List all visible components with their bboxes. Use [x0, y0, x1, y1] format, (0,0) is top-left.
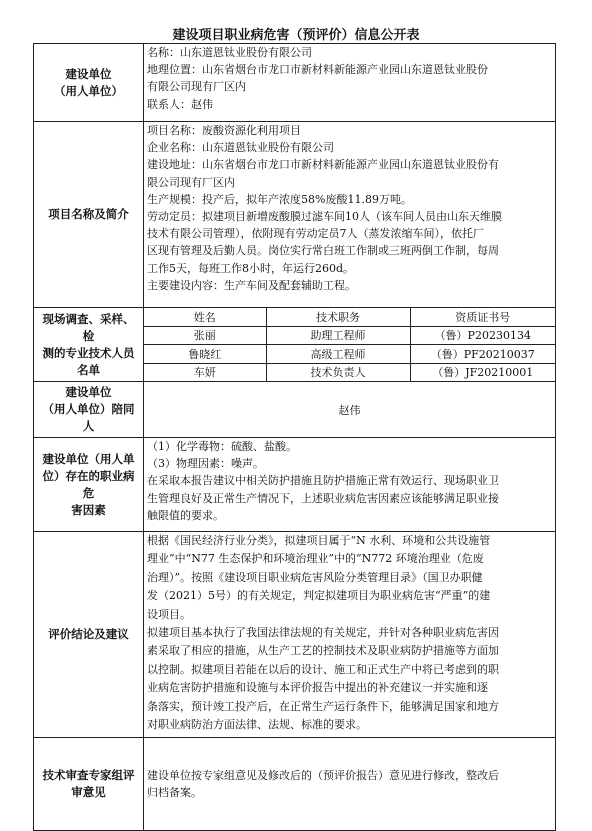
- review-content: 建设单位按专家组意见及修改后的（预评价报告）意见进行修改，整改后 归档备案。: [144, 738, 556, 831]
- conclusion-row: [34, 532, 556, 738]
- staff-name: 鲁晓红: [144, 345, 266, 364]
- unit-content: [144, 44, 556, 122]
- unit-contact: 联系人：赵伟: [147, 97, 213, 111]
- unit-location-cont: 有限公司现有厂区内: [147, 80, 246, 94]
- companion-row: [34, 382, 556, 438]
- staff-title: 技术负责人: [266, 363, 410, 381]
- staff-row: [34, 308, 556, 382]
- conclusion-content: 根据《国民经济行业分类》，拟建项目属于“N 水利、环境和公共设施管 理业”中“N77 生态保护和环境治理业”中的“N772 环境治理业（危废 治理）”。按照《建设项目职业病危害风险分类管理目录》（国卫办职健 发（2021）5号）的有关规定，判定拟建项目为职业病危害“严重”的建 设项目。 拟建项目基本执行了我国法律法规的有关规定，并针对各种职业病危害因 素采取了相应的措施，从生产工艺的控制技术及职业病防护措施等方面加 以控制。拟建项目若能在以后的设计、施工和正式生产中将已考虑到的职 业病危害防护措施和设施与本评价报告中提出的补充建议一并实施和逐 条落实，预计竣工投产后，在正常生产运行条件下，能够满足国家和地方 对职业病防治方面法律、法规、标准的要求。: [144, 532, 556, 738]
- staff-name: 车妍: [193, 366, 216, 380]
- staff-cert: （鲁）PF20210037: [410, 345, 555, 364]
- unit-location: 地理位置：山东省烟台市龙口市新材料新能源产业园山东道恩钛业股份: [147, 63, 488, 77]
- staff-header-row: [144, 308, 555, 326]
- project-content: 项目名称：废酸资源化利用项目 企业名称：山东道恩钛业股份有限公司 建设地址：山东省烟台市龙口市新材料新能源产业园山东道恩钛业股份有 限公司现有厂区内 生产规模：投产后，拟年产浓度58%废酸11.89万吨。 劳动定员：拟建项目新增废酸膜过滤车间10人（该车间人员由山东天维膜 技术有限公司管理），依附现有劳动定员7人（蒸发浓缩车间），依托厂 区现有管理及后勤人员。岗位实行常白班工作制或三班两倒工作制，每周 工作5天，每班工作8小时，年运行260d。 主要建设内容：生产车间及配套辅助工程。: [144, 122, 556, 308]
- staff-title: 高级工程师: [266, 345, 410, 364]
- staff-header-cert: 资质证书号: [410, 308, 555, 326]
- table-row: [144, 363, 555, 381]
- unit-name: 名称：山东道恩钛业股份有限公司: [147, 46, 312, 59]
- hazards-label: 建设单位（用人单 位）存在的职业病危 害因素: [34, 438, 144, 532]
- info-table: [33, 43, 556, 831]
- staff-header-name: 姓名: [144, 308, 266, 326]
- conclusion-label: 评价结论及建议: [34, 532, 144, 738]
- hazards-content: （1）化学毒物：硫酸、盐酸。 （3）物理因素：噪声。 在采取本报告建议中相关防护措施且防护措施正常有效运行、现场职业卫 生管理良好及正常生产情况下，上述职业病危害因素应该能够满足职业接 触限值的要求。: [144, 438, 556, 532]
- staff-cert: （鲁）JF20210001: [410, 363, 555, 381]
- unit-row: [34, 44, 556, 122]
- page-title: 建设项目职业病危害（预评价）信息公开表: [172, 28, 420, 43]
- companion-label: 建设单位 （用人单位）陪同人: [34, 382, 144, 438]
- staff-header-title: 技术职务: [266, 308, 410, 326]
- staff-title: 助理工程师: [266, 326, 410, 345]
- staff-content: [144, 308, 556, 382]
- staff-table: [144, 308, 555, 381]
- staff-label: 现场调查、采样、检 测的专业技术人员 名单: [34, 308, 144, 382]
- table-row: [144, 326, 555, 345]
- table-row: [144, 345, 555, 364]
- review-row: [34, 738, 556, 831]
- project-row: [34, 122, 556, 308]
- project-label: 项目名称及简介: [34, 122, 144, 308]
- unit-label: 建设单位 （用人单位）: [34, 44, 144, 122]
- review-label: 技术审查专家组评 审意见: [34, 738, 144, 831]
- companion-value: 赵伟: [144, 382, 556, 438]
- staff-cert: （鲁）P20230134: [410, 326, 555, 345]
- staff-name: 张丽: [144, 326, 266, 345]
- hazards-row: [34, 438, 556, 532]
